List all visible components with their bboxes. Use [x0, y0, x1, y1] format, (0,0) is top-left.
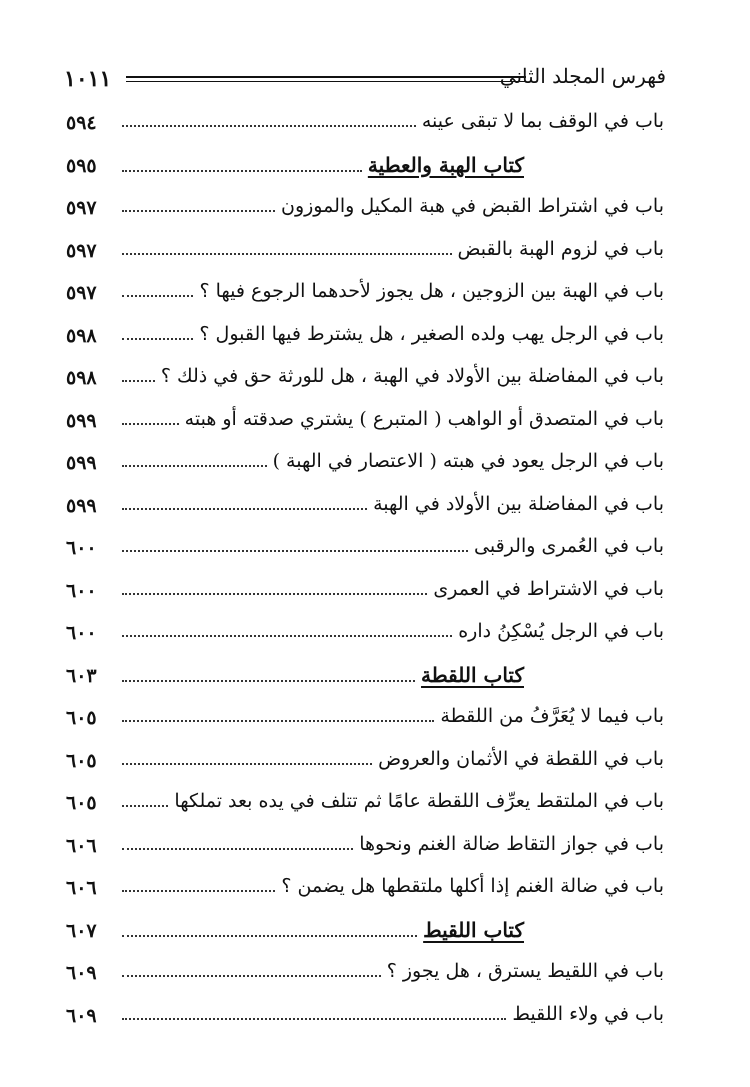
entry-page-number: ٦٠٧ [66, 919, 97, 942]
index-entry-row [60, 274, 664, 317]
entry-title: باب في المفاضلة بين الأولاد في الهبة [373, 492, 664, 515]
entry-leader [122, 1003, 664, 1025]
index-entry-row [60, 444, 664, 487]
entry-page-number: ٦٠٥ [66, 792, 97, 814]
section-title: كتاب اللقطة [421, 662, 524, 687]
entry-title: باب في الاشتراط في العمرى [433, 577, 664, 600]
entry-title: باب في الرجل يهب ولده الصغير ، هل يشترط فيها القبول ؟ [199, 322, 664, 345]
dot-leader [122, 550, 468, 552]
header-rule [126, 76, 526, 82]
section-heading-row [60, 147, 664, 190]
section-heading-row [60, 912, 664, 955]
index-entry-row [60, 954, 664, 997]
dot-leader [122, 935, 417, 937]
page-header [64, 62, 666, 98]
entry-leader [122, 748, 664, 770]
entry-title: باب في الهبة بين الزوجين ، هل يجوز لأحدهما الرجوع فيها ؟ [199, 280, 664, 302]
index-entry-row [60, 317, 664, 360]
entry-title: باب في المفاضلة بين الأولاد في الهبة ، هل للورثة حق في ذلك ؟ [160, 365, 664, 387]
entry-title: باب في الرجل يُسْكِنُ داره [458, 620, 664, 642]
dot-leader [122, 125, 416, 127]
index-entry-row [60, 869, 664, 912]
entry-page-number: ٦٠٦ [66, 834, 97, 857]
section-title: كتاب اللقيط [423, 917, 524, 942]
index-entry-row [60, 699, 664, 742]
entry-leader [122, 578, 664, 600]
dot-leader [122, 295, 193, 297]
section-heading-row [60, 657, 664, 700]
dot-leader [122, 253, 452, 255]
entry-leader [122, 535, 664, 557]
dot-leader [122, 380, 155, 382]
entry-leader [122, 365, 664, 387]
entry-leader [122, 875, 664, 897]
entry-title: باب في جواز التقاط ضالة الغنم ونحوها [359, 832, 664, 855]
entry-page-number: ٥٩٧ [66, 239, 97, 262]
dot-leader [122, 848, 353, 850]
entry-leader [122, 705, 664, 727]
entry-title: باب في اشتراط القبض في هبة المكيل والموزون [281, 195, 664, 217]
dot-leader [122, 170, 362, 172]
entry-leader [122, 323, 664, 345]
entry-leader [122, 493, 664, 515]
entry-leader [122, 663, 664, 687]
dot-leader [122, 465, 267, 467]
dot-leader [122, 508, 367, 510]
entry-page-number: ٦٠٥ [66, 707, 97, 729]
entry-page-number: ٥٩٤ [66, 112, 97, 134]
dot-leader [122, 720, 434, 722]
index-entry-row [60, 784, 664, 827]
index-entry-row [60, 997, 664, 1040]
entry-title: باب في الوقف بما لا تبقى عينه [421, 110, 664, 132]
dot-leader [122, 423, 179, 425]
dot-leader [122, 763, 372, 765]
index-entries [60, 104, 664, 1039]
entry-leader [122, 110, 664, 132]
entry-page-number: ٦٠٩ [66, 1004, 97, 1027]
index-entry-row [60, 572, 664, 615]
dot-leader [122, 210, 275, 212]
entry-title: باب في الملتقط يعرِّف اللقطة عامًا ثم تتلف في يده بعد تملكها [174, 790, 664, 812]
entry-leader [122, 195, 664, 217]
entry-page-number: ٥٩٩ [66, 452, 97, 474]
section-title: كتاب الهبة والعطية [367, 152, 524, 177]
entry-leader [122, 620, 664, 642]
entry-page-number: ٥٩٧ [66, 197, 97, 219]
dot-leader [122, 805, 168, 807]
entry-page-number: ٥٩٧ [66, 282, 97, 304]
index-entry-row [60, 359, 664, 402]
index-entry-row [60, 614, 664, 657]
entry-leader [122, 153, 664, 177]
entry-page-number: ٥٩٩ [66, 494, 97, 517]
dot-leader [122, 1018, 506, 1020]
page-number: ١٠١١ [64, 66, 112, 92]
entry-title: باب في الرجل يعود في هبته ( الاعتصار في الهبة ) [272, 450, 664, 472]
entry-title: باب في اللقيط يسترق ، هل يجوز ؟ [386, 960, 664, 982]
entry-leader [122, 960, 664, 982]
entry-title: باب في العُمرى والرقبى [474, 535, 664, 557]
entry-page-number: ٦٠٠ [66, 579, 97, 602]
index-entry-row [60, 104, 664, 147]
entry-page-number: ٦٠٠ [66, 622, 97, 644]
entry-page-number: ٦٠٠ [66, 537, 97, 559]
entry-leader [122, 833, 664, 855]
dot-leader [122, 338, 193, 340]
entry-title: باب في ولاء اللقيط [512, 1002, 664, 1025]
entry-title: باب في المتصدق أو الواهب ( المتبرع ) يشتري صدقته أو هبته [184, 407, 664, 430]
dot-leader [122, 593, 427, 595]
entry-leader [122, 238, 664, 260]
entry-title: باب في ضالة الغنم إذا أكلها ملتقطها هل يضمن ؟ [281, 875, 664, 897]
running-title: فهرس المجلد الثاني [499, 64, 666, 88]
entry-leader [122, 450, 664, 472]
index-entry-row [60, 402, 664, 445]
entry-page-number: ٦٠٥ [66, 749, 97, 772]
index-entry-row [60, 529, 664, 572]
dot-leader [122, 635, 452, 637]
entry-page-number: ٦٠٣ [66, 664, 97, 687]
entry-page-number: ٥٩٩ [66, 409, 97, 432]
entry-page-number: ٥٩٥ [66, 154, 97, 177]
index-entry-row [60, 232, 664, 275]
entry-page-number: ٥٩٨ [66, 324, 97, 347]
dot-leader [122, 890, 275, 892]
index-entry-row [60, 742, 664, 785]
entry-leader [122, 790, 664, 812]
entry-page-number: ٥٩٨ [66, 367, 97, 389]
index-entry-row [60, 487, 664, 530]
entry-page-number: ٦٠٦ [66, 877, 97, 899]
dot-leader [122, 975, 381, 977]
dot-leader [122, 680, 415, 682]
entry-title: باب في لزوم الهبة بالقبض [457, 237, 664, 260]
index-entry-row [60, 827, 664, 870]
entry-leader [122, 408, 664, 430]
entry-title: باب في اللقطة في الأثمان والعروض [378, 747, 664, 770]
entry-page-number: ٦٠٩ [66, 962, 97, 984]
entry-leader [122, 918, 664, 942]
entry-title: باب فيما لا يُعَرَّفُ من اللقطة [440, 705, 664, 727]
entry-leader [122, 280, 664, 302]
index-entry-row [60, 189, 664, 232]
